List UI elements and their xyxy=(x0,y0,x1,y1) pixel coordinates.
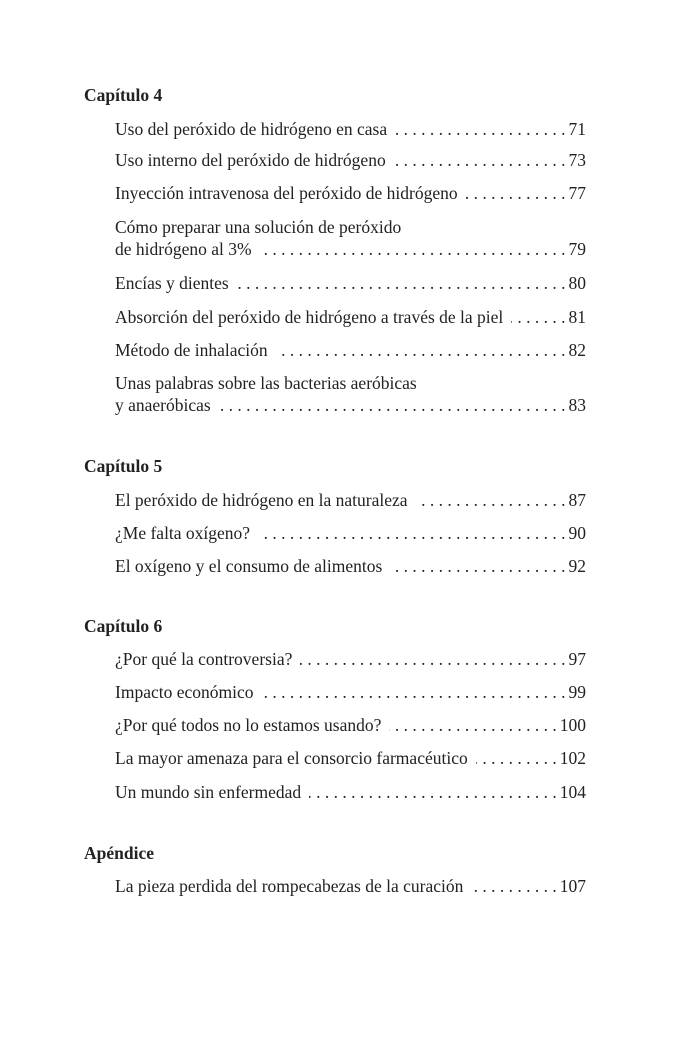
leader-dots xyxy=(395,118,565,140)
leader-dots xyxy=(309,781,557,803)
entry-page-number: 79 xyxy=(568,239,586,259)
leader-dots xyxy=(466,182,566,204)
entry-title: Absorción del peróxido de hidrógeno a través de la piel xyxy=(115,307,504,327)
toc-entry xyxy=(115,306,586,328)
entry-page-number: 81 xyxy=(568,307,586,327)
entry-title: El peróxido de hidrógeno en la naturaleza xyxy=(115,490,408,510)
chapter-title: Apéndice xyxy=(84,843,154,863)
entry-page-number: 87 xyxy=(568,490,586,510)
leader-dots xyxy=(394,149,566,171)
entry-title: ¿Por qué la controversia? xyxy=(115,649,293,669)
toc-entry xyxy=(115,714,586,736)
leader-dots xyxy=(389,714,556,736)
toc-entry xyxy=(115,149,586,171)
chapter-title: Capítulo 4 xyxy=(84,85,163,105)
leader-dots xyxy=(476,747,557,769)
toc-entry xyxy=(115,747,586,769)
entry-page-number: 102 xyxy=(559,748,586,768)
entry-title: ¿Me falta oxígeno? xyxy=(115,523,251,543)
entry-page-number: 92 xyxy=(568,556,586,576)
entry-page-number: 77 xyxy=(568,183,586,203)
toc-entry xyxy=(115,339,586,361)
entry-page-number: 80 xyxy=(568,273,586,293)
entry-title: Un mundo sin enfermedad xyxy=(115,782,302,802)
entry-title: de hidrógeno al 3% xyxy=(115,239,252,259)
toc-section-chapter-6 xyxy=(84,616,586,802)
entry-page-number: 82 xyxy=(568,340,586,360)
leader-dots xyxy=(300,648,565,670)
entry-page-number: 100 xyxy=(559,715,586,735)
toc-entry xyxy=(115,489,586,511)
entry-title: Uso del peróxido de hidrógeno en casa xyxy=(115,119,388,139)
leader-dots xyxy=(471,875,556,897)
toc-entry xyxy=(115,522,586,544)
toc-entry xyxy=(115,372,586,416)
entry-page-number: 107 xyxy=(559,876,586,896)
toc-entry xyxy=(115,118,586,140)
leader-dots xyxy=(511,306,565,328)
leader-dots xyxy=(276,339,566,361)
leader-dots xyxy=(416,489,566,511)
leader-dots xyxy=(219,394,566,416)
entry-page-number: 97 xyxy=(568,649,586,669)
entry-title: Método de inhalación xyxy=(115,340,268,360)
entry-page-number: 73 xyxy=(568,150,586,170)
entry-title: Inyección intravenosa del peróxido de hidrógeno xyxy=(115,183,458,203)
toc-section-appendix xyxy=(84,843,586,896)
leader-dots xyxy=(260,238,566,260)
entry-title: Encías y dientes xyxy=(115,273,229,293)
toc-entry xyxy=(115,272,586,294)
toc-entry xyxy=(115,648,586,670)
toc-entry xyxy=(115,182,586,204)
leader-dots xyxy=(237,272,566,294)
entry-title: El oxígeno y el consumo de alimentos xyxy=(115,556,383,576)
entry-page-number: 83 xyxy=(568,395,586,415)
leader-dots xyxy=(390,555,565,577)
toc-entry xyxy=(115,216,586,260)
entry-page-number: 90 xyxy=(568,523,586,543)
toc-section-chapter-4 xyxy=(84,85,586,415)
entry-title-line-1: Unas palabras sobre las bacterias aeróbicas xyxy=(115,373,417,393)
entry-title: y anaeróbicas xyxy=(115,395,211,415)
entry-page-number: 104 xyxy=(559,782,586,802)
toc-section-chapter-5 xyxy=(84,456,586,576)
entry-title: La mayor amenaza para el consorcio farmacéutico xyxy=(115,748,468,768)
entry-title: La pieza perdida del rompecabezas de la curación xyxy=(115,876,464,896)
entry-title: Impacto económico xyxy=(115,682,254,702)
toc-entry xyxy=(115,555,586,577)
leader-dots xyxy=(262,681,566,703)
toc-entry xyxy=(115,681,586,703)
toc-entry xyxy=(115,781,586,803)
entry-page-number: 99 xyxy=(568,682,586,702)
chapter-title: Capítulo 6 xyxy=(84,616,163,636)
entry-page-number: 71 xyxy=(568,119,586,139)
leader-dots xyxy=(258,522,565,544)
toc-entry xyxy=(115,875,586,897)
entry-title: Uso interno del peróxido de hidrógeno xyxy=(115,150,386,170)
entry-title: ¿Por qué todos no lo estamos usando? xyxy=(115,715,382,735)
entry-title-line-1: Cómo preparar una solución de peróxido xyxy=(115,217,402,237)
chapter-title: Capítulo 5 xyxy=(84,456,163,476)
